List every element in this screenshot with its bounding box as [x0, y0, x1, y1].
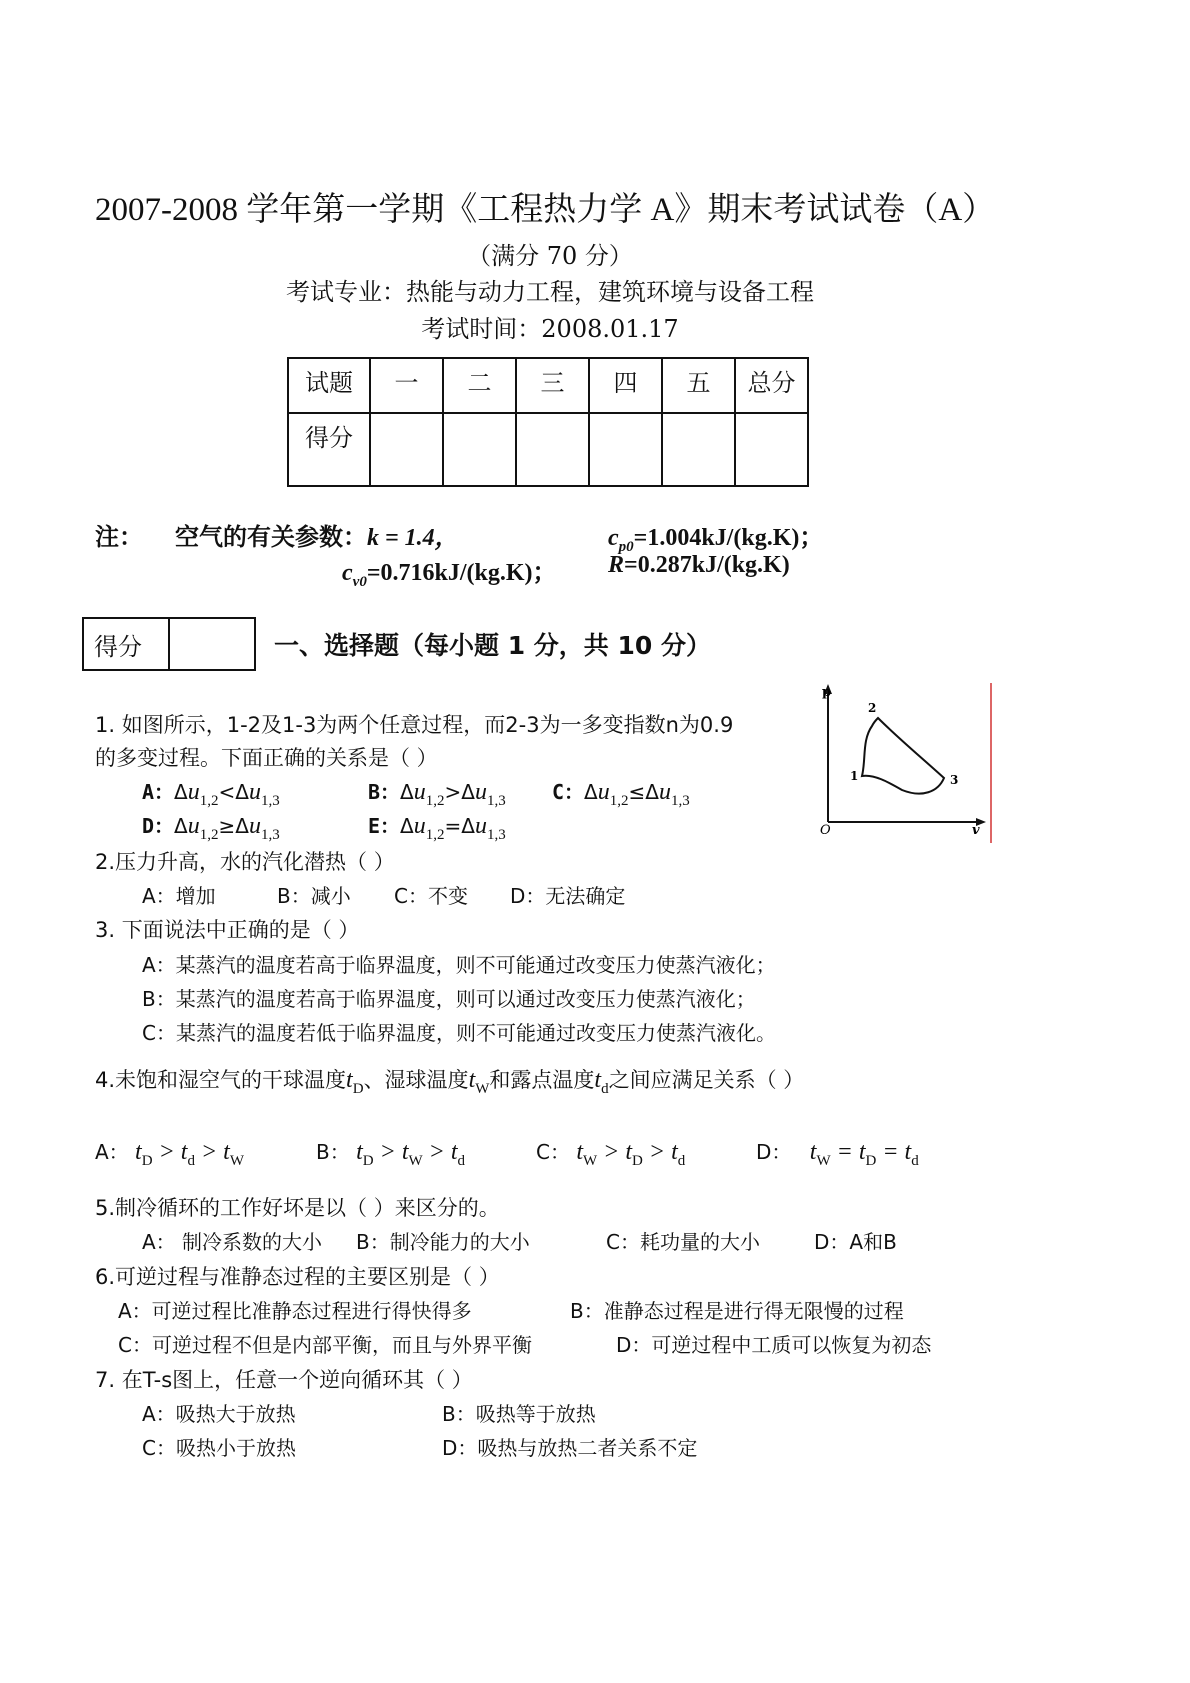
q4-stem: 4.未饱和湿空气的干球温度$t_D$、湿球温度$t_W$和露点温度$t_d$之间应满足关系（ ）	[95, 1067, 805, 1097]
section-score-box	[82, 617, 256, 671]
score-table-header-cell: 一	[370, 358, 443, 413]
score-table-score-row	[288, 413, 808, 486]
p-axis-label: p	[822, 685, 832, 700]
q3-option-c[interactable]: C：某蒸汽的温度若低于临界温度，则不可能通过改变压力使蒸汽液化。	[142, 1021, 776, 1045]
q1-option-d[interactable]: D：$\Delta u_{1,2}\ge\Delta u_{1,3}$	[142, 813, 280, 843]
q4-option-c[interactable]: C： $t_W > t_D > t_d$	[536, 1139, 686, 1169]
q1-option-e[interactable]: E：$\Delta u_{1,2}=\Delta u_{1,3}$	[368, 813, 506, 843]
q6-option-c[interactable]: C：可逆过程不但是内部平衡，而且与外界平衡	[118, 1333, 532, 1357]
q5-option-c[interactable]: C：耗功量的大小	[606, 1230, 760, 1254]
q6-stem: 6.可逆过程与准静态过程的主要区别是（ ）	[95, 1265, 500, 1289]
q1-line1: 1. 如图所示，1-2及1-3为两个任意过程，而2-3为一多变指数n为0.9	[95, 713, 734, 737]
q5-option-d[interactable]: D：A和B	[814, 1230, 897, 1254]
note-label: 注：	[95, 525, 143, 551]
score-cell[interactable]	[516, 413, 589, 486]
q7-option-c[interactable]: C：吸热小于放热	[142, 1436, 296, 1460]
full-score: （满分 70 分）	[467, 242, 633, 270]
q3-option-b[interactable]: B：某蒸汽的温度若高于临界温度，则可以通过改变压力使蒸汽液化；	[142, 987, 756, 1011]
q6-option-d[interactable]: D：可逆过程中工质可以恢复为初态	[616, 1333, 932, 1357]
score-table	[287, 357, 809, 487]
score-table-header-cell: 二	[443, 358, 516, 413]
q5-stem: 5.制冷循环的工作好坏是以（ ）来区分的。	[95, 1196, 500, 1220]
score-row-label: 得分	[288, 413, 370, 486]
note-cp0-value: =1.004kJ/(kg.K)；	[633, 525, 824, 551]
pv-diagram	[810, 680, 995, 840]
exam-date: 考试时间：2008.01.17	[421, 315, 679, 343]
note-cv0: $c_{v0}=0.716kJ/(kg.K)$；	[342, 560, 557, 590]
note-k: k = 1.4，	[367, 525, 459, 551]
score-cell[interactable]	[589, 413, 662, 486]
q1-option-a[interactable]: A：$\Delta u_{1,2}<\Delta u_{1,3}$	[142, 779, 280, 809]
score-cell[interactable]	[370, 413, 443, 486]
q7-stem: 7. 在T-s图上，任意一个逆向循环其（ ）	[95, 1368, 473, 1392]
q6-option-a[interactable]: A：可逆过程比准静态过程进行得快得多	[118, 1299, 472, 1323]
q2-stem: 2.压力升高，水的汽化潜热（ ）	[95, 850, 395, 874]
section-score-label: 得分	[83, 618, 169, 670]
note-intro-text: 空气的有关参数：	[175, 525, 367, 551]
cycle-path	[862, 718, 944, 794]
q2-option-b[interactable]: B：减小	[277, 884, 351, 908]
q1-option-c[interactable]: C：$\Delta u_{1,2}\le\Delta u_{1,3}$	[552, 779, 690, 809]
score-table-header-cell: 总分	[735, 358, 808, 413]
q2-option-d[interactable]: D：无法确定	[510, 884, 626, 908]
score-cell[interactable]	[735, 413, 808, 486]
section-title: 一、选择题（每小题 1 分，共 10 分）	[274, 631, 712, 660]
note-r: R=0.287kJ/(kg.K)	[608, 552, 790, 578]
score-cell[interactable]	[443, 413, 516, 486]
q5-option-a[interactable]: A： 制冷系数的大小	[142, 1230, 323, 1254]
q5-option-b[interactable]: B：制冷能力的大小	[356, 1230, 530, 1254]
score-table-header-cell: 三	[516, 358, 589, 413]
exam-title: 2007-2008 学年第一学期《工程热力学 A》期末考试试卷（A）	[95, 192, 996, 228]
score-table-header-row	[288, 358, 808, 413]
q3-option-a[interactable]: A：某蒸汽的温度若高于临界温度，则不可能通过改变压力使蒸汽液化；	[142, 953, 776, 977]
exam-major: 考试专业：热能与动力工程，建筑环境与设备工程	[286, 278, 814, 306]
score-table-header-cell: 试题	[288, 358, 370, 413]
q7-option-d[interactable]: D：吸热与放热二者关系不定	[442, 1436, 698, 1460]
note-intro	[175, 517, 459, 552]
q4-option-a[interactable]: A： $t_D > t_d > t_W$	[95, 1139, 244, 1169]
score-cell[interactable]	[662, 413, 735, 486]
q4-option-b[interactable]: B： $t_D > t_W > t_d$	[316, 1139, 466, 1169]
q3-stem: 3. 下面说法中正确的是（ ）	[95, 918, 360, 942]
point-label-3: 3	[950, 773, 959, 787]
v-axis-label: v	[972, 823, 980, 838]
section-score-value[interactable]	[169, 618, 255, 670]
q7-option-a[interactable]: A：吸热大于放热	[142, 1402, 296, 1426]
note-r-value: =0.287kJ/(kg.K)	[624, 552, 790, 578]
point-label-2: 2	[868, 701, 877, 715]
score-table-header-cell: 四	[589, 358, 662, 413]
q7-option-b[interactable]: B：吸热等于放热	[442, 1402, 596, 1426]
q1-option-b[interactable]: B：$\Delta u_{1,2}>\Delta u_{1,3}$	[368, 779, 506, 809]
origin-label: O	[820, 823, 831, 838]
q1-line2: 的多变过程。下面正确的关系是（ ）	[95, 746, 438, 770]
q2-option-c[interactable]: C：不变	[394, 884, 468, 908]
note-cv0-value: =0.716kJ/(kg.K)；	[366, 560, 557, 586]
point-label-1: 1	[850, 769, 859, 783]
q2-option-a[interactable]: A：增加	[142, 884, 216, 908]
q6-option-b[interactable]: B：准静态过程是进行得无限慢的过程	[570, 1299, 904, 1323]
q4-option-d[interactable]: D： $t_W = t_D = t_d$	[756, 1139, 919, 1169]
note-cp0: $c_{p0}=1.004kJ/(kg.K)$；	[608, 525, 824, 555]
score-table-header-cell: 五	[662, 358, 735, 413]
margin-line	[990, 683, 992, 843]
